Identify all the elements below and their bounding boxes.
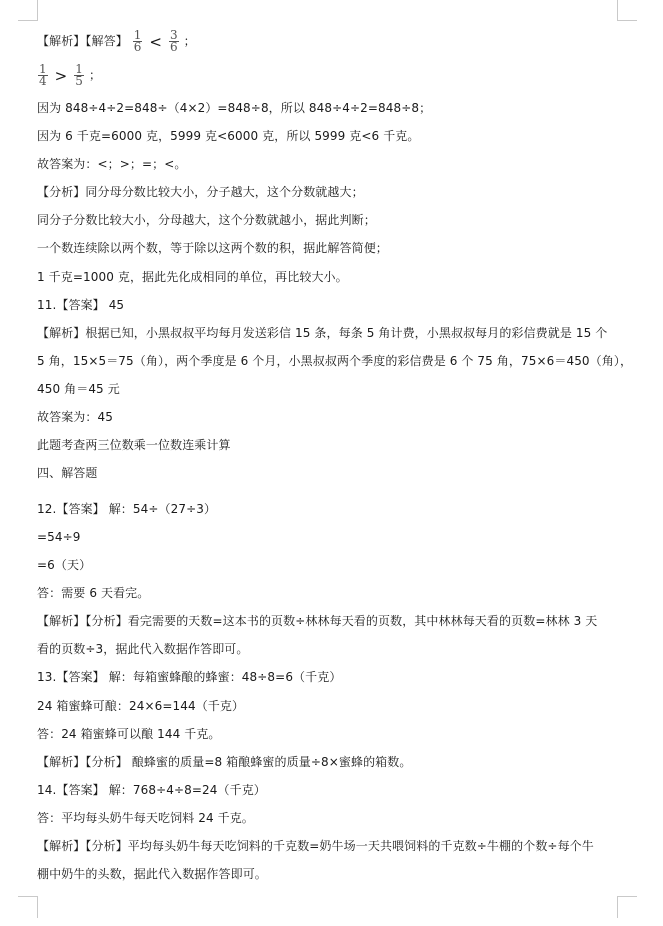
crop-mark-bottom-right-h bbox=[617, 896, 637, 897]
text-line: 450 角＝45 元 bbox=[37, 382, 120, 396]
answer-fraction-compare-2 bbox=[37, 64, 101, 87]
denominator: 6 bbox=[133, 40, 142, 54]
line-suffix: ； bbox=[183, 34, 196, 48]
text-line: 答：需要 6 天看完。 bbox=[37, 586, 150, 600]
text-line: 【解析】根据已知，小黑叔叔平均每月发送彩信 15 条，每条 5 角计费，小黑叔叔每月的彩信费就是 15 个 bbox=[37, 326, 608, 340]
text-line: 故答案为：<；>；=；<。 bbox=[37, 157, 187, 171]
question-14-answer: 14.【答案】 解：768÷4÷8=24（千克） bbox=[37, 783, 266, 797]
question-11-answer: 11.【答案】 45 bbox=[37, 298, 125, 312]
comparison-symbol: < bbox=[149, 32, 163, 51]
text-line: 因为 6 千克=6000 克，5999 克<6000 克，所以 5999 克<6 千克。 bbox=[37, 129, 420, 143]
text-line: 【解析】【分析】平均每头奶牛每天吃饲料的千克数=奶牛场一天共喂饲料的千克数÷牛棚的个数÷每个牛 bbox=[37, 839, 594, 853]
section-heading: 四、解答题 bbox=[37, 466, 98, 480]
text-line: =54÷9 bbox=[37, 530, 81, 544]
denominator: 5 bbox=[75, 74, 84, 88]
answer-fraction-compare-1 bbox=[37, 30, 196, 53]
numerator: 3 bbox=[170, 28, 178, 42]
text-line: 看的页数÷3，据此代入数据作答即可。 bbox=[37, 642, 249, 656]
line-prefix: 【解析】【解答】 bbox=[37, 34, 128, 48]
text-line: 答：平均每头奶牛每天吃饲料 24 千克。 bbox=[37, 811, 254, 825]
text-line: 24 箱蜜蜂可酿：24×6=144（千克） bbox=[37, 699, 245, 713]
denominator: 6 bbox=[170, 40, 178, 54]
fraction-one-fourth bbox=[38, 64, 48, 87]
text-line: 一个数连续除以两个数，等于除以这两个数的积，据此解答简便； bbox=[37, 241, 388, 255]
crop-mark-top-left-h bbox=[18, 20, 38, 21]
text-line: 5 角，15×5＝75（角），两个季度是 6 个月，小黑叔叔两个季度的彩信费是 6 个 75 角，75×6＝450（角）， bbox=[37, 354, 633, 368]
question-12-answer: 12.【答案】 解：54÷（27÷3） bbox=[37, 502, 217, 516]
crop-mark-bottom-left-h bbox=[18, 896, 38, 897]
crop-mark-bottom-left-v bbox=[37, 896, 38, 918]
text-line: =6（天） bbox=[37, 558, 92, 572]
denominator: 4 bbox=[39, 74, 47, 88]
text-line: 棚中奶牛的头数，据此代入数据作答即可。 bbox=[37, 867, 267, 881]
fraction-three-sixths bbox=[169, 30, 179, 53]
comparison-symbol: > bbox=[54, 66, 68, 85]
text-line: 此题考查两三位数乘一位数连乘计算 bbox=[37, 438, 231, 452]
crop-mark-top-left-v bbox=[37, 0, 38, 20]
text-line: 答：24 箱蜜蜂可以酿 144 千克。 bbox=[37, 727, 221, 741]
line-suffix: ； bbox=[88, 68, 102, 82]
numerator: 1 bbox=[39, 62, 47, 76]
numerator: 1 bbox=[133, 28, 142, 42]
text-line: 1 千克=1000 克，据此先化成相同的单位，再比较大小。 bbox=[37, 270, 348, 284]
question-13-answer: 13.【答案】 解：每箱蜜蜂酿的蜂蜜：48÷8=6（千克） bbox=[37, 670, 342, 684]
text-line: 同分子分数比较大小，分母越大，这个分数就越小，据此判断； bbox=[37, 213, 376, 227]
numerator: 1 bbox=[75, 62, 84, 76]
fraction-one-sixth bbox=[133, 30, 143, 53]
text-line: 【分析】同分母分数比较大小，分子越大，这个分数就越大； bbox=[37, 185, 364, 199]
crop-mark-top-right-h bbox=[617, 20, 637, 21]
text-line: 【解析】【分析】 酿蜂蜜的质量=8 箱酿蜂蜜的质量÷8×蜜蜂的箱数。 bbox=[37, 755, 412, 769]
crop-mark-bottom-right-v bbox=[617, 896, 618, 918]
fraction-one-fifth bbox=[74, 64, 84, 87]
text-line: 故答案为：45 bbox=[37, 410, 113, 424]
text-line: 【解析】【分析】看完需要的天数=这本书的页数÷林林每天看的页数，其中林林每天看的页数=林林 3 天 bbox=[37, 614, 598, 628]
text-line: 因为 848÷4÷2=848÷（4×2）=848÷8，所以 848÷4÷2=848÷8； bbox=[37, 101, 432, 115]
crop-mark-top-right-v bbox=[617, 0, 618, 20]
